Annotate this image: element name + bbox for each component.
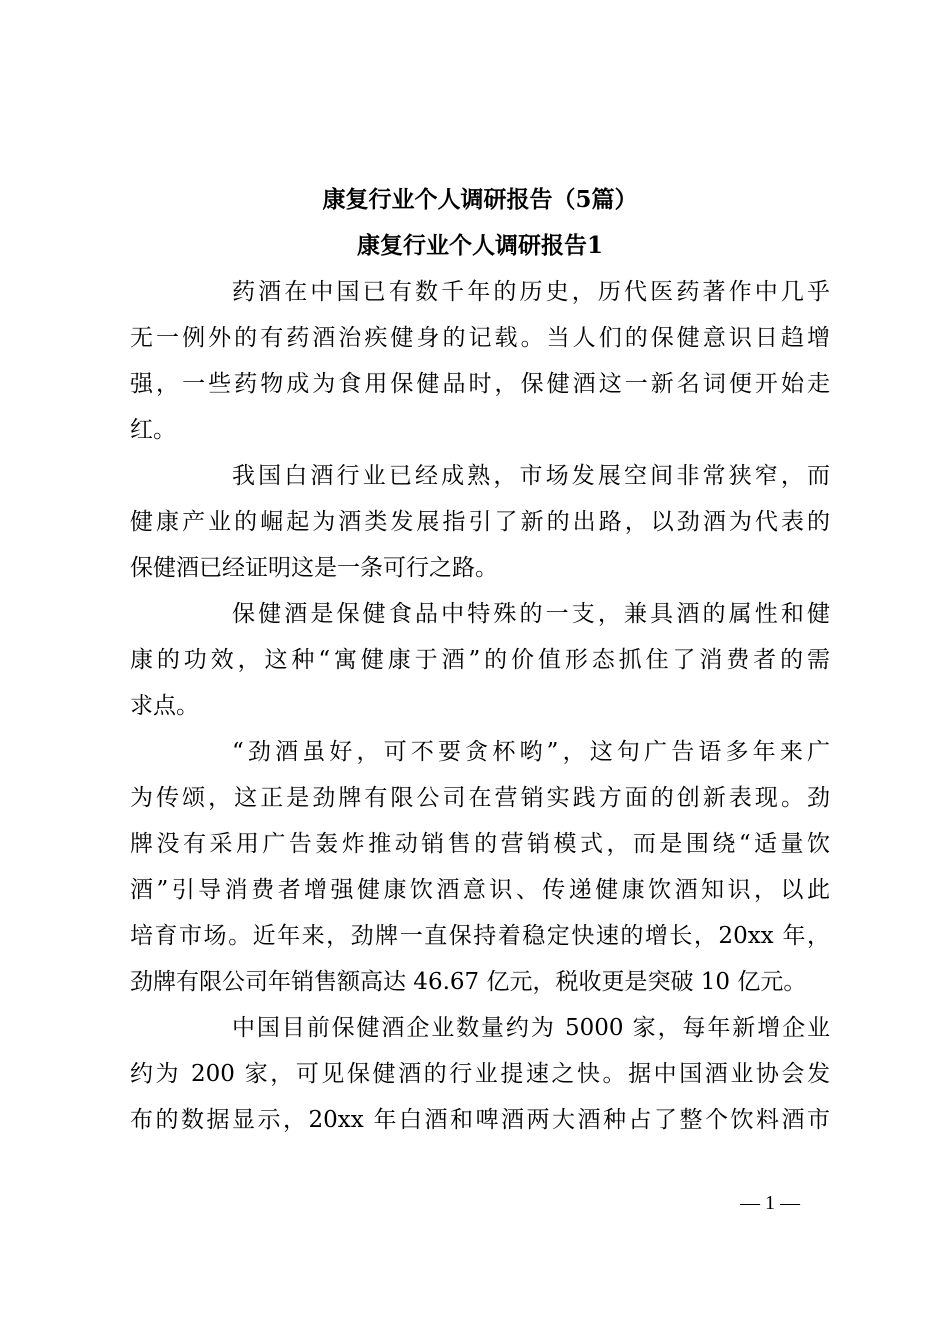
document-body [130, 177, 830, 1143]
text-line: 约为 200 家，可见保健酒的行业提速之快。据中国酒业协会发 [130, 1061, 830, 1087]
document-subtitle: 康复行业个人调研报告1 [356, 232, 603, 259]
text-line: 健康产业的崛起为酒类发展指引了新的出路，以劲酒为代表的 [130, 509, 830, 535]
text-line: 药酒在中国已有数千年的历史，历代医药著作中几乎 [232, 279, 830, 305]
text-line: 康的功效，这种“寓健康于酒”的价值形态抓住了消费者的需 [130, 647, 830, 673]
text-line: “劲酒虽好，可不要贪杯哟”，这句广告语多年来广 [232, 739, 830, 765]
text-line: 酒”引导消费者增强健康饮酒意识、传递健康饮酒知识，以此 [130, 877, 830, 903]
document-title: 康复行业个人调研报告（5篇） [322, 186, 638, 213]
text-line: 求点。 [130, 693, 199, 719]
text-line: 为传颂，这正是劲牌有限公司在营销实践方面的创新表现。劲 [130, 785, 830, 811]
text-line: 牌没有采用广告轰炸推动销售的营销模式，而是围绕“适量饮 [130, 831, 830, 857]
text-line: 无一例外的有药酒治疾健身的记载。当人们的保健意识日趋增 [130, 325, 830, 351]
text-line: 劲牌有限公司年销售额高达 46.67 亿元，税收更是突破 10 亿元。 [130, 969, 807, 995]
text-line: 强，一些药物成为食用保健品时，保健酒这一新名词便开始走 [130, 371, 830, 397]
text-line: 中国目前保健酒企业数量约为 5000 家，每年新增企业 [232, 1015, 830, 1041]
text-line: 我国白酒行业已经成熟，市场发展空间非常狭窄，而 [232, 463, 830, 489]
paragraphs [130, 269, 830, 1143]
paragraph [130, 729, 830, 1005]
text-line: 布的数据显示，20xx 年白酒和啤酒两大酒种占了整个饮料酒市 [130, 1107, 830, 1133]
paragraph [130, 1005, 830, 1143]
paragraph [130, 269, 830, 453]
page-number: — 1 — [740, 1192, 800, 1214]
paragraph [130, 591, 830, 729]
text-line: 红。 [130, 417, 176, 443]
text-line: 保健酒已经证明这是一条可行之路。 [130, 555, 498, 581]
paragraph [130, 453, 830, 591]
text-line: 保健酒是保健食品中特殊的一支，兼具酒的属性和健 [232, 601, 830, 627]
text-line: 培育市场。近年来，劲牌一直保持着稳定快速的增长，20xx 年， [130, 923, 830, 949]
